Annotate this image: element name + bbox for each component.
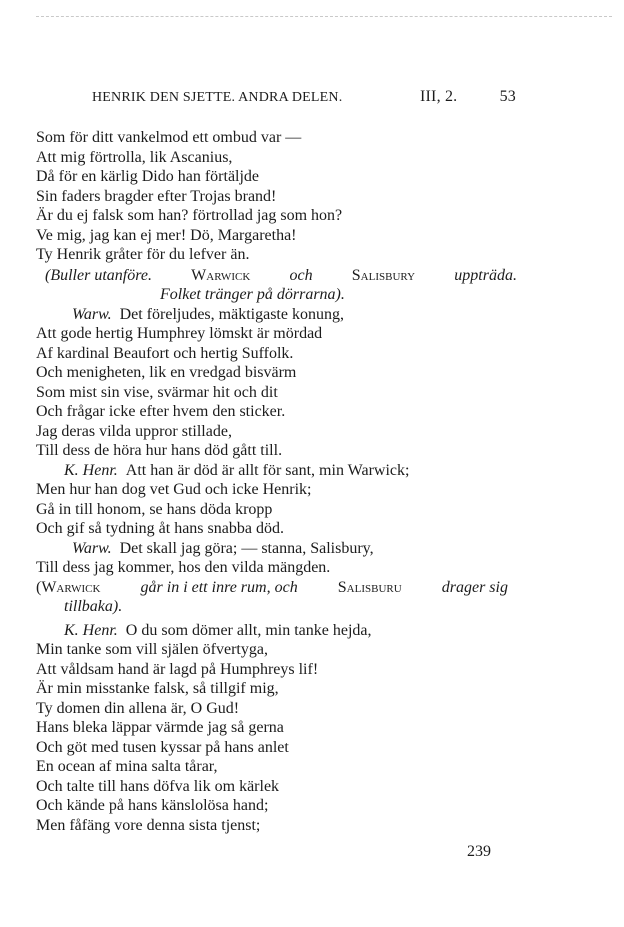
verse-line: Och frågar icke efter hvem den sticker. [36, 403, 286, 420]
speaker-name: Warw. [72, 539, 112, 557]
stage-direction [36, 266, 516, 286]
verse-line: Då för en kärlig Dido han förtäljde [36, 168, 260, 185]
verse-line: Sin faders bragder efter Trojas brand! [36, 187, 277, 205]
stage-direction-text: går in i ett inre rum, och [140, 578, 298, 596]
stage-direction-text: tillbaka). [64, 598, 123, 615]
stage-direction-text: uppträda. [454, 266, 517, 284]
speech-line [36, 305, 516, 325]
running-title: HENRIK DEN SJETTE. ANDRA DELEN. [92, 90, 343, 105]
speech-line [36, 461, 516, 481]
sheet-number: 239 [467, 843, 491, 860]
character-name: Warwick [41, 578, 101, 596]
speech-text: Det skall jag göra; — stanna, Salisbury, [119, 539, 374, 557]
verse-line: Min tanke som vill själen öfvertyga, [36, 641, 268, 658]
character-name: Salisbury [351, 266, 416, 284]
speech-text: O du som dömer allt, min tanke hejda, [125, 621, 372, 639]
speaker-name: K. Henr. [64, 621, 118, 639]
verse-line: Att våldsam hand är lagd på Humphreys lif! [36, 660, 319, 678]
verse-line: Är min misstanke falsk, så tillgif mig, [36, 680, 279, 697]
verse-line: Och menigheten, lik en vredgad bisvärm [36, 364, 297, 381]
verse-line: Att gode hertig Humphrey lömskt är mördad [36, 325, 323, 342]
verse-line: Ty domen din allena är, O Gud! [36, 699, 240, 717]
verse-line: Och göt med tusen kyssar på hans anlet [36, 738, 289, 756]
verse-line: Hans bleka läppar värmde jag så gerna [36, 719, 284, 736]
verse-line: Jag deras vilda uppror stillade, [36, 422, 232, 440]
stage-direction-text [36, 578, 100, 598]
verse-line: Som för ditt vankelmod ett ombud var — [36, 129, 302, 146]
verse-line: Ve mig, jag kan ej mer! Dö, Margaretha! [36, 226, 297, 244]
verse-line: Men hur han dog vet Gud och icke Henrik; [36, 481, 312, 498]
stage-direction-text: Folket tränger på dörrarna). [160, 286, 345, 303]
verse-line: Ty Henrik gråter för du lefver än. [36, 246, 250, 263]
verse-line: Och kände på hans känslolösa hand; [36, 797, 269, 814]
speech-line [36, 621, 516, 641]
verse-line: Är du ej falsk som han? förtrollad jag som hon? [36, 207, 343, 224]
verse-line: Att mig förtrolla, lik Ascanius, [36, 148, 233, 166]
scan-edge-line [36, 16, 612, 18]
speaker-name: K. Henr. [64, 461, 118, 479]
verse-line: Af kardinal Beaufort och hertig Suffolk. [36, 344, 294, 362]
stage-direction-text: (Buller utanföre. [45, 266, 152, 284]
verse-line: Men fåfäng vore denna sista tjenst; [36, 816, 261, 834]
play-text [36, 128, 516, 835]
open-paren: ( [36, 578, 42, 596]
verse-line: Gå in till honom, se hans döda kropp [36, 500, 273, 518]
stage-direction-text: drager sig [441, 578, 508, 596]
character-name: Warwick [191, 266, 251, 284]
stage-direction-continued [36, 285, 516, 305]
speaker-name: Warw. [72, 305, 112, 323]
verse-line: Till dess jag kommer, hos den vilda mängden. [36, 559, 331, 576]
speech-text: Det föreljudes, mäktigaste konung, [119, 305, 344, 323]
page-number: 53 [499, 88, 516, 105]
verse-line: Till dess de höra hur hans död gått till. [36, 442, 283, 459]
running-header [92, 90, 516, 110]
act-scene: III, 2. [420, 88, 458, 105]
speech-line [36, 539, 516, 559]
verse-line: Och talte till hans döfva lik om kärlek [36, 777, 280, 795]
verse-line: Och gif så tydning åt hans snabba död. [36, 520, 284, 537]
stage-direction-continued [36, 597, 516, 617]
stage-direction-text: och [289, 266, 313, 284]
verse-line: En ocean af mina salta tårar, [36, 758, 218, 775]
verse-line: Som mist sin vise, svärmar hit och dit [36, 383, 278, 401]
speech-text: Att han är död är allt för sant, min Warwick; [125, 461, 410, 479]
character-name: Salisburu [337, 578, 402, 596]
stage-direction [36, 578, 516, 598]
